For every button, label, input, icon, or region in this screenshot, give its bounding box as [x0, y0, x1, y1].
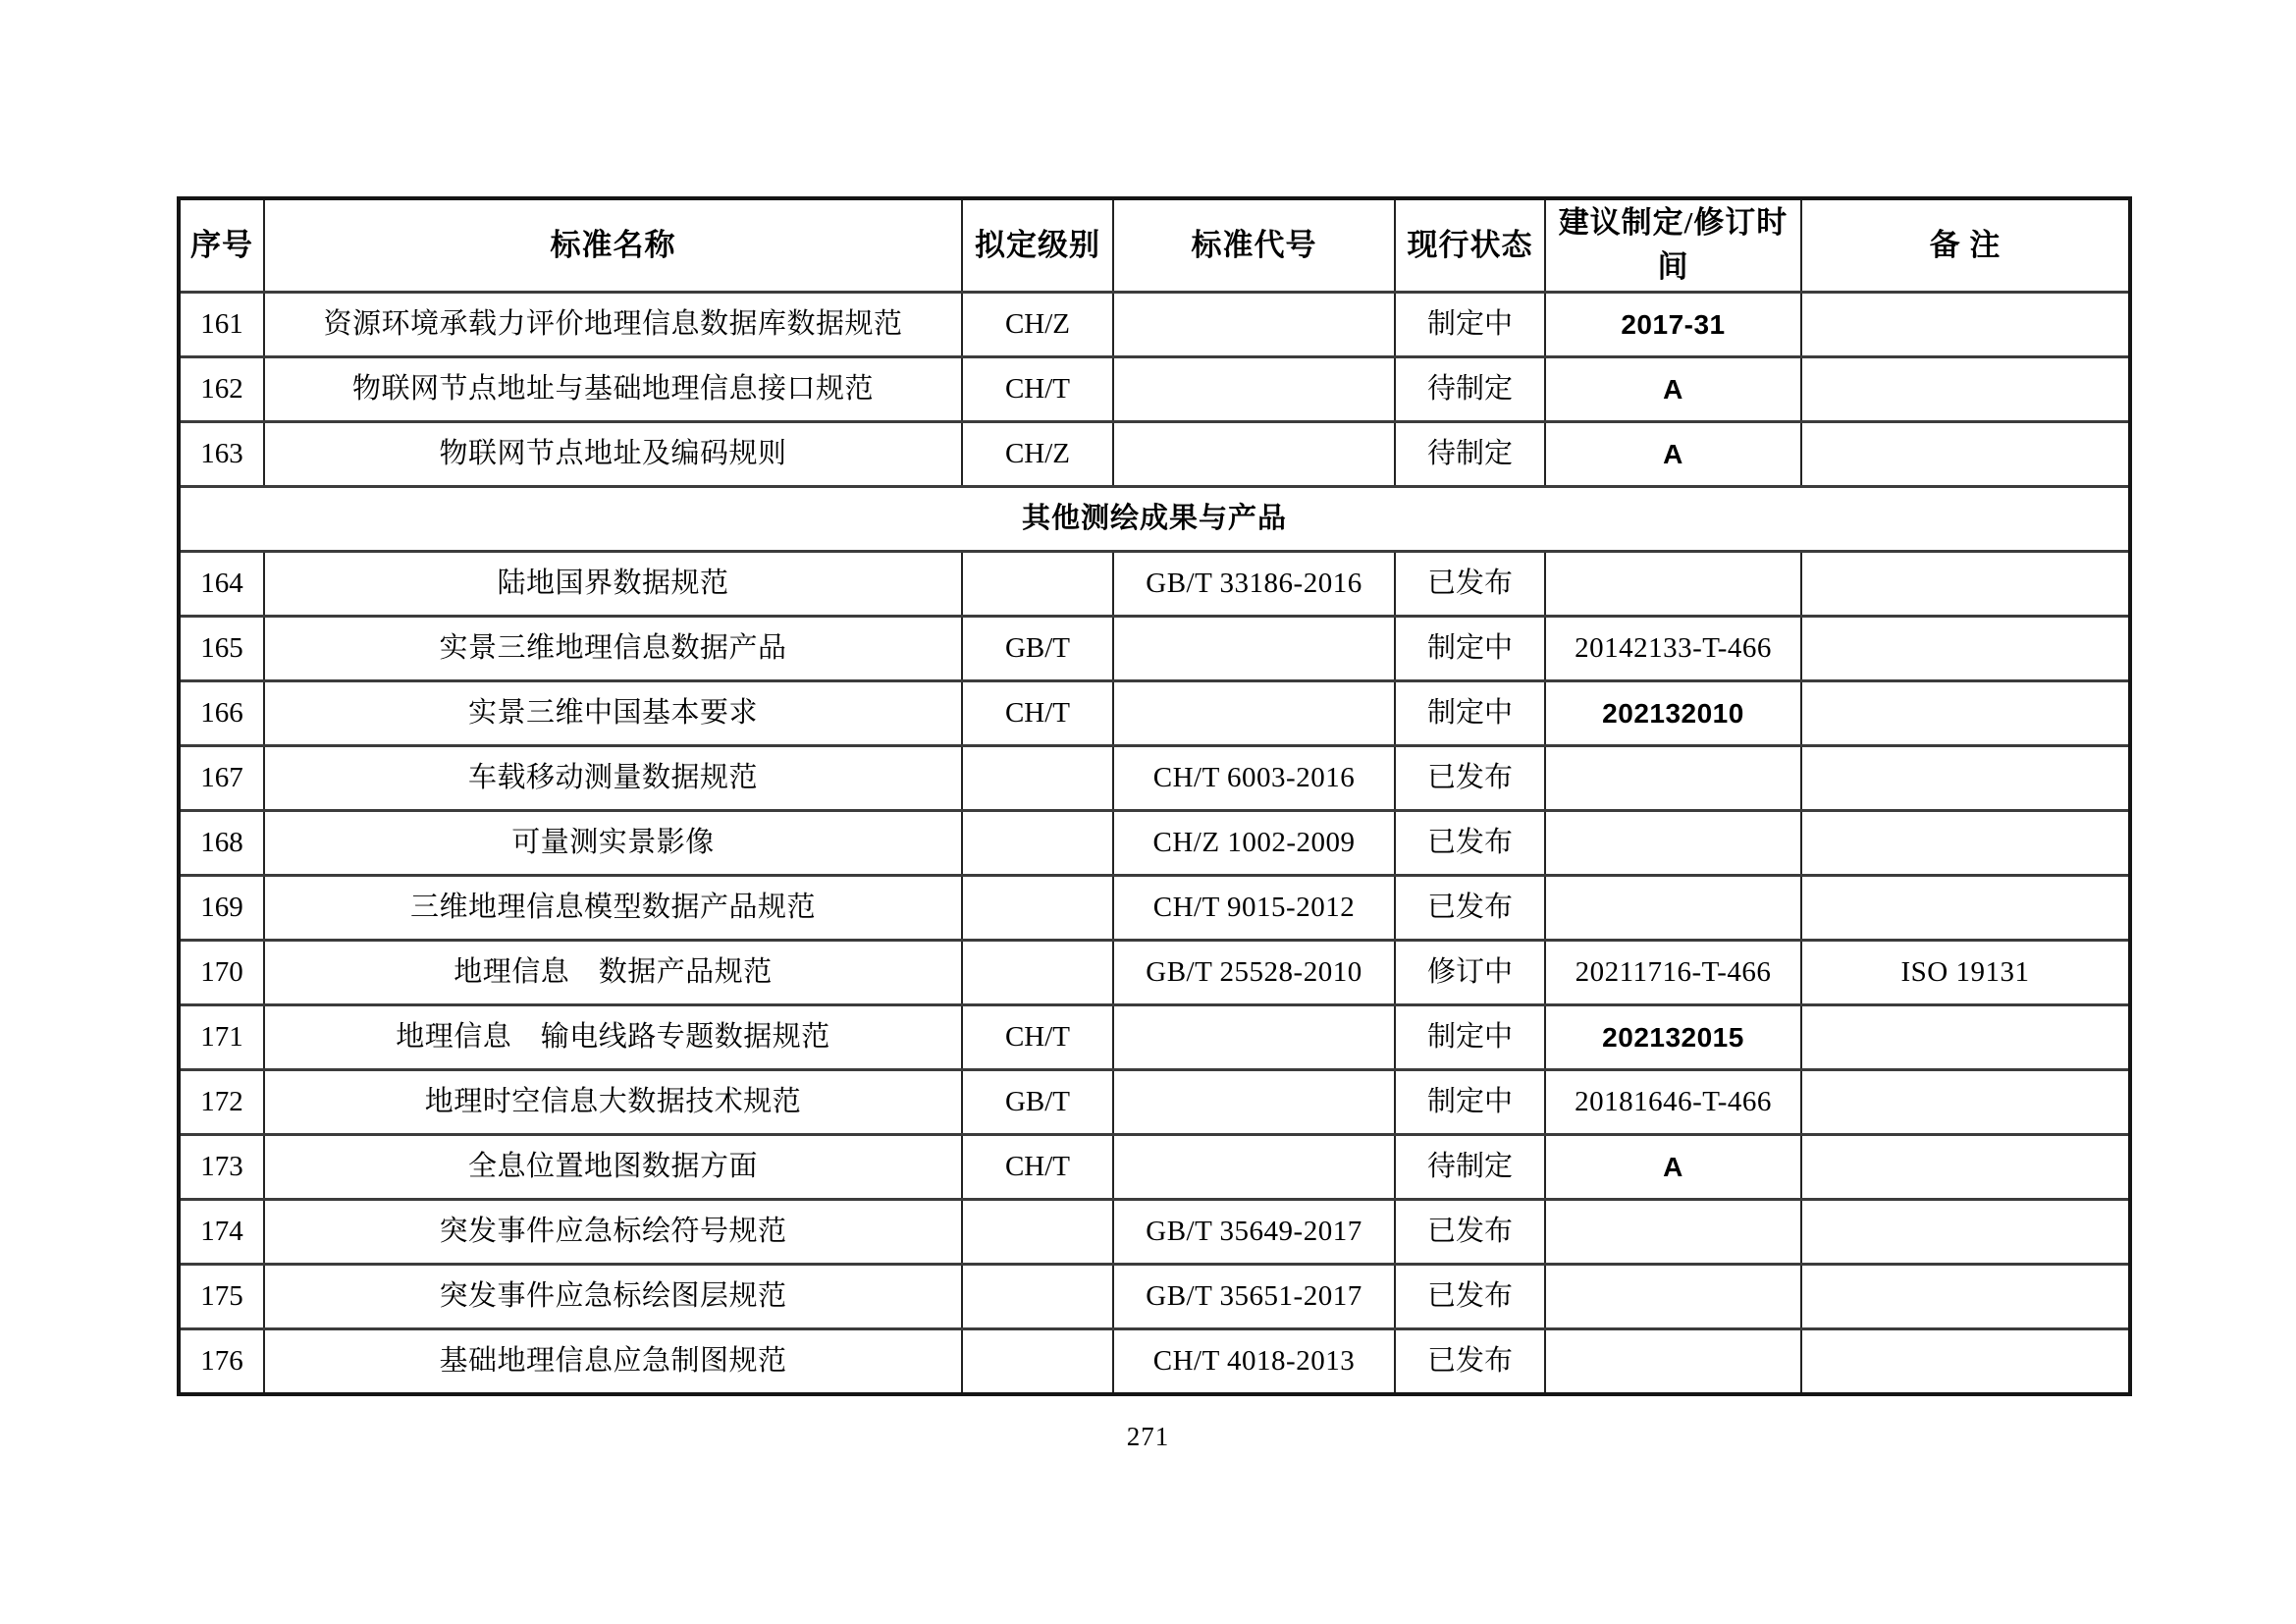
cell-status: 已发布 [1395, 1329, 1545, 1395]
cell-remark [1801, 681, 2130, 746]
cell-no: 163 [179, 422, 264, 487]
cell-no: 165 [179, 617, 264, 681]
cell-code: CH/T 4018-2013 [1113, 1329, 1395, 1395]
cell-remark [1801, 1135, 2130, 1200]
cell-code: GB/T 35649-2017 [1113, 1200, 1395, 1265]
cell-time: 20181646-T-466 [1545, 1070, 1801, 1135]
cell-code [1113, 1135, 1395, 1200]
table-row [179, 552, 2130, 617]
cell-name: 物联网节点地址与基础地理信息接口规范 [264, 357, 962, 422]
section-row [179, 487, 2130, 552]
cell-code [1113, 293, 1395, 357]
column-header-0: 序号 [179, 198, 264, 293]
cell-time [1545, 746, 1801, 811]
cell-no: 171 [179, 1005, 264, 1070]
cell-time: 202132010 [1545, 681, 1801, 746]
cell-code: GB/T 35651-2017 [1113, 1265, 1395, 1329]
cell-time: 20142133-T-466 [1545, 617, 1801, 681]
table-row [179, 1070, 2130, 1135]
column-header-6: 备 注 [1801, 198, 2130, 293]
cell-level [962, 1329, 1113, 1395]
cell-no: 167 [179, 746, 264, 811]
cell-name: 基础地理信息应急制图规范 [264, 1329, 962, 1395]
cell-name: 三维地理信息模型数据产品规范 [264, 876, 962, 941]
column-header-1: 标准名称 [264, 198, 962, 293]
cell-no: 174 [179, 1200, 264, 1265]
cell-no: 161 [179, 293, 264, 357]
table-row [179, 941, 2130, 1005]
column-header-3: 标准代号 [1113, 198, 1395, 293]
cell-status: 制定中 [1395, 293, 1545, 357]
cell-remark [1801, 293, 2130, 357]
cell-name: 实景三维中国基本要求 [264, 681, 962, 746]
cell-level [962, 552, 1113, 617]
cell-no: 169 [179, 876, 264, 941]
cell-status: 已发布 [1395, 1200, 1545, 1265]
cell-time: A [1545, 422, 1801, 487]
cell-time [1545, 1265, 1801, 1329]
cell-remark [1801, 617, 2130, 681]
cell-time [1545, 1200, 1801, 1265]
cell-no: 176 [179, 1329, 264, 1395]
cell-name: 实景三维地理信息数据产品 [264, 617, 962, 681]
cell-status: 待制定 [1395, 357, 1545, 422]
cell-status: 已发布 [1395, 746, 1545, 811]
cell-status: 已发布 [1395, 811, 1545, 876]
cell-time: 20211716-T-466 [1545, 941, 1801, 1005]
cell-remark [1801, 746, 2130, 811]
cell-status: 已发布 [1395, 552, 1545, 617]
cell-remark [1801, 1005, 2130, 1070]
cell-status: 已发布 [1395, 876, 1545, 941]
cell-name: 全息位置地图数据方面 [264, 1135, 962, 1200]
cell-time [1545, 552, 1801, 617]
cell-remark [1801, 876, 2130, 941]
cell-remark [1801, 357, 2130, 422]
table-row [179, 876, 2130, 941]
cell-no: 168 [179, 811, 264, 876]
cell-status: 制定中 [1395, 1005, 1545, 1070]
cell-name: 资源环境承载力评价地理信息数据库数据规范 [264, 293, 962, 357]
table-row [179, 681, 2130, 746]
cell-status: 制定中 [1395, 1070, 1545, 1135]
table-row [179, 1135, 2130, 1200]
table-row [179, 1265, 2130, 1329]
cell-no: 164 [179, 552, 264, 617]
cell-code [1113, 1070, 1395, 1135]
cell-code: CH/T 6003-2016 [1113, 746, 1395, 811]
cell-status: 已发布 [1395, 1265, 1545, 1329]
cell-no: 175 [179, 1265, 264, 1329]
cell-code: GB/T 25528-2010 [1113, 941, 1395, 1005]
cell-code [1113, 357, 1395, 422]
table-header-row [179, 198, 2130, 293]
section-title: 其他测绘成果与产品 [179, 487, 2130, 552]
cell-no: 166 [179, 681, 264, 746]
cell-name: 突发事件应急标绘符号规范 [264, 1200, 962, 1265]
cell-level: CH/T [962, 1005, 1113, 1070]
cell-level: CH/T [962, 681, 1113, 746]
cell-name: 地理信息 数据产品规范 [264, 941, 962, 1005]
cell-code [1113, 1005, 1395, 1070]
cell-no: 162 [179, 357, 264, 422]
cell-remark [1801, 1329, 2130, 1395]
cell-level [962, 1265, 1113, 1329]
cell-remark [1801, 811, 2130, 876]
cell-code: CH/T 9015-2012 [1113, 876, 1395, 941]
cell-name: 陆地国界数据规范 [264, 552, 962, 617]
cell-status: 制定中 [1395, 681, 1545, 746]
cell-name: 物联网节点地址及编码规则 [264, 422, 962, 487]
cell-code: GB/T 33186-2016 [1113, 552, 1395, 617]
column-header-4: 现行状态 [1395, 198, 1545, 293]
cell-level: CH/T [962, 357, 1113, 422]
cell-no: 173 [179, 1135, 264, 1200]
cell-level [962, 811, 1113, 876]
cell-status: 待制定 [1395, 422, 1545, 487]
cell-no: 170 [179, 941, 264, 1005]
column-header-5: 建议制定/修订时间 [1545, 198, 1801, 293]
cell-remark [1801, 1265, 2130, 1329]
page-number: 271 [1126, 1422, 1170, 1451]
cell-remark: ISO 19131 [1801, 941, 2130, 1005]
column-header-2: 拟定级别 [962, 198, 1113, 293]
cell-level: GB/T [962, 1070, 1113, 1135]
standards-table [177, 196, 2132, 1396]
table-row [179, 293, 2130, 357]
table-row [179, 422, 2130, 487]
cell-name: 车载移动测量数据规范 [264, 746, 962, 811]
cell-name: 地理信息 输电线路专题数据规范 [264, 1005, 962, 1070]
cell-level [962, 941, 1113, 1005]
cell-time [1545, 811, 1801, 876]
cell-code: CH/Z 1002-2009 [1113, 811, 1395, 876]
table-row [179, 746, 2130, 811]
cell-level: CH/T [962, 1135, 1113, 1200]
cell-name: 可量测实景影像 [264, 811, 962, 876]
cell-code [1113, 617, 1395, 681]
cell-time [1545, 1329, 1801, 1395]
table-row [179, 357, 2130, 422]
cell-name: 地理时空信息大数据技术规范 [264, 1070, 962, 1135]
cell-status: 待制定 [1395, 1135, 1545, 1200]
cell-time: 202132015 [1545, 1005, 1801, 1070]
cell-remark [1801, 422, 2130, 487]
table-row [179, 1200, 2130, 1265]
cell-time: A [1545, 357, 1801, 422]
cell-code [1113, 422, 1395, 487]
table-row [179, 1329, 2130, 1395]
cell-level: CH/Z [962, 293, 1113, 357]
cell-time: 2017-31 [1545, 293, 1801, 357]
cell-remark [1801, 1070, 2130, 1135]
cell-time: A [1545, 1135, 1801, 1200]
table-row [179, 617, 2130, 681]
cell-status: 制定中 [1395, 617, 1545, 681]
cell-level [962, 876, 1113, 941]
cell-no: 172 [179, 1070, 264, 1135]
cell-name: 突发事件应急标绘图层规范 [264, 1265, 962, 1329]
cell-code [1113, 681, 1395, 746]
cell-level: CH/Z [962, 422, 1113, 487]
cell-remark [1801, 552, 2130, 617]
table-row [179, 811, 2130, 876]
cell-time [1545, 876, 1801, 941]
cell-status: 修订中 [1395, 941, 1545, 1005]
table-row [179, 1005, 2130, 1070]
cell-level [962, 1200, 1113, 1265]
cell-level: GB/T [962, 617, 1113, 681]
cell-level [962, 746, 1113, 811]
cell-remark [1801, 1200, 2130, 1265]
